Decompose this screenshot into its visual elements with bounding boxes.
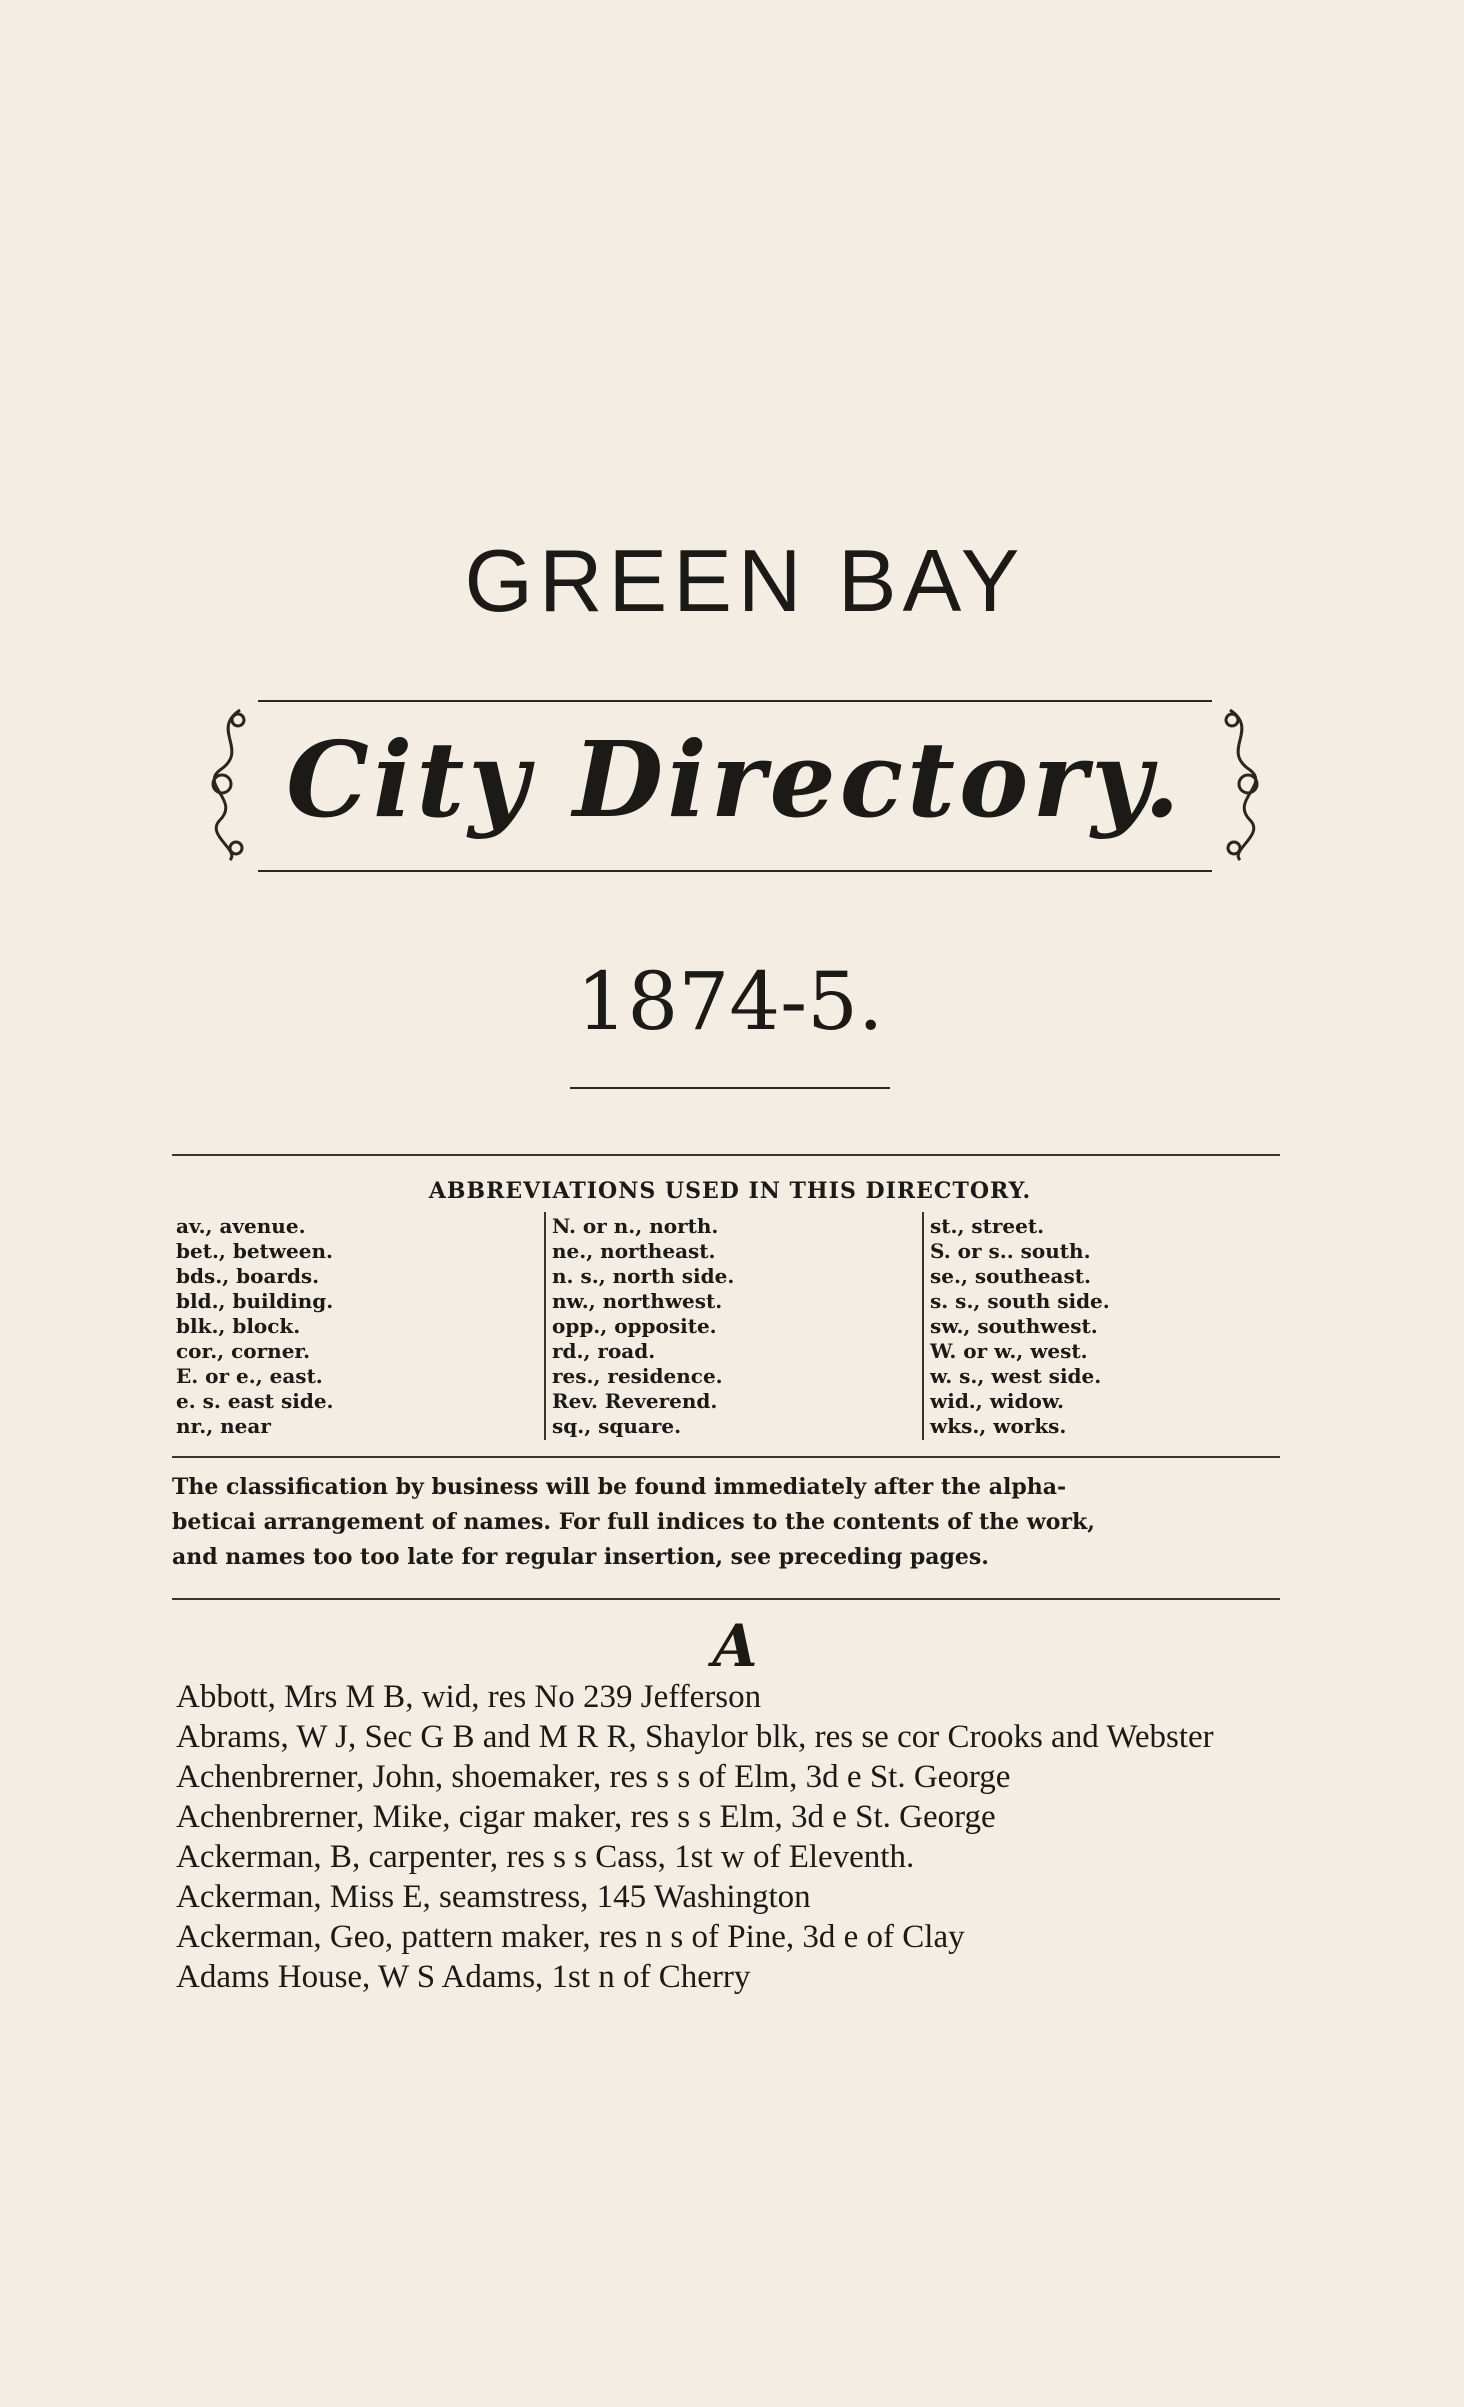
year-heading: 1874-5. xyxy=(576,955,884,1048)
abbreviation-item: sw., southwest. xyxy=(930,1314,1098,1338)
abbreviation-item: ne., northeast. xyxy=(552,1239,716,1263)
abbreviation-item: blk., block. xyxy=(176,1314,301,1338)
abbreviation-item: wid., widow. xyxy=(930,1389,1064,1413)
page-title: GREEN BAY xyxy=(464,531,1026,630)
abbreviation-item: nr., near xyxy=(176,1414,271,1438)
note-line: and names too too late for regular insertion, see preceding pages. xyxy=(172,1544,989,1570)
abbreviation-item: w. s., west side. xyxy=(930,1364,1102,1388)
directory-entries xyxy=(176,1677,1280,1997)
abbreviation-item: N. or n., north. xyxy=(552,1214,719,1238)
abbreviation-item: opp., opposite. xyxy=(552,1314,717,1338)
abbreviation-item: se., southeast. xyxy=(930,1264,1091,1288)
right-ornament-icon xyxy=(1212,700,1270,868)
abbreviation-item: av., avenue. xyxy=(176,1214,306,1238)
directory-entry: Achenbrerner, Mike, cigar maker, res s s Elm, 3d e St. George xyxy=(176,1799,996,1835)
abbreviation-item: wks., works. xyxy=(930,1414,1067,1438)
note-line: beticai arrangement of names. For full indices to the contents of the work, xyxy=(172,1509,1095,1535)
abbreviation-item: W. or w., west. xyxy=(930,1339,1088,1363)
title-banner xyxy=(200,700,1270,870)
note-line: The classification by business will be found immediately after the alpha- xyxy=(172,1474,1067,1500)
abbreviation-item: st., street. xyxy=(930,1214,1045,1238)
abbreviations-heading: ABBREVIATIONS USED IN THIS DIRECTORY. xyxy=(428,1178,1032,1204)
year-underline xyxy=(570,1087,890,1089)
classification-note xyxy=(172,1470,1280,1575)
directory-entry: Achenbrerner, John, shoemaker, res s s of Elm, 3d e St. George xyxy=(176,1759,1011,1795)
abbreviation-item: bet., between. xyxy=(176,1239,333,1263)
column-divider xyxy=(544,1212,546,1440)
abbreviations-column-2 xyxy=(552,1214,734,1439)
directory-entry: Ackerman, Miss E, seamstress, 145 Washington xyxy=(176,1879,811,1915)
note-bottom-divider xyxy=(172,1598,1280,1600)
abbreviation-item: rd., road. xyxy=(552,1339,656,1363)
abbreviation-item: Rev. Reverend. xyxy=(552,1389,718,1413)
top-divider xyxy=(172,1154,1280,1156)
directory-entry: Abrams, W J, Sec G B and M R R, Shaylor blk, res se cor Crooks and Webster xyxy=(176,1719,1214,1755)
directory-entry: Adams House, W S Adams, 1st n of Cherry xyxy=(176,1959,751,1995)
abbreviation-item: bds., boards. xyxy=(176,1264,320,1288)
abbreviation-item: E. or e., east. xyxy=(176,1364,323,1388)
abbreviations-column-3 xyxy=(930,1214,1110,1439)
abbreviation-item: S. or s.. south. xyxy=(930,1239,1091,1263)
section-letter: A xyxy=(712,1612,758,1680)
abbreviation-item: res., residence. xyxy=(552,1364,723,1388)
abbreviation-item: nw., northwest. xyxy=(552,1289,723,1313)
abbreviation-item: cor., corner. xyxy=(176,1339,311,1363)
abbreviation-item: bld., building. xyxy=(176,1289,334,1313)
directory-entry: Abbott, Mrs M B, wid, res No 239 Jefferson xyxy=(176,1679,762,1715)
abbreviations-bottom-divider xyxy=(172,1456,1280,1458)
left-ornament-icon xyxy=(200,700,258,868)
abbreviation-item: n. s., north side. xyxy=(552,1264,735,1288)
abbreviation-item: e. s. east side. xyxy=(176,1389,334,1413)
abbreviation-item: s. s., south side. xyxy=(930,1289,1110,1313)
column-divider xyxy=(922,1212,924,1440)
abbreviations-column-1 xyxy=(176,1214,334,1439)
banner-subtitle: City Directory. xyxy=(286,718,1184,841)
abbreviation-item: sq., square. xyxy=(552,1414,682,1438)
directory-entry: Ackerman, Geo, pattern maker, res n s of Pine, 3d e of Clay xyxy=(176,1919,965,1955)
directory-entry: Ackerman, B, carpenter, res s s Cass, 1st w of Eleventh. xyxy=(176,1839,915,1875)
